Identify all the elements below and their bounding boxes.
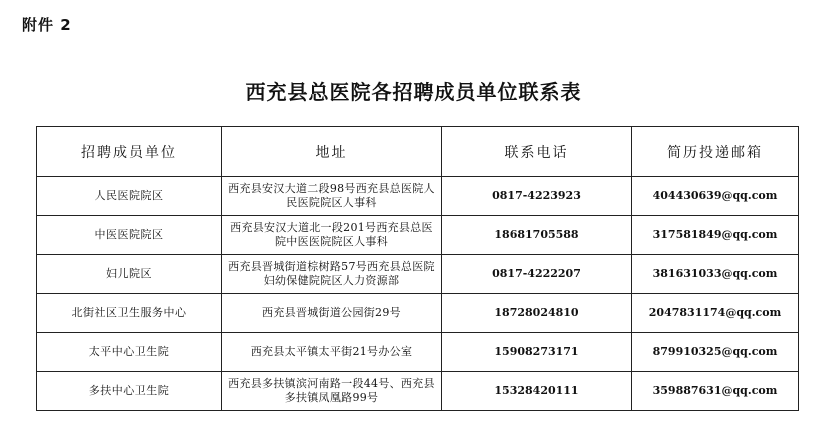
cell-email: 381631033@qq.com (632, 255, 799, 294)
cell-phone: 0817-4223923 (442, 177, 632, 216)
cell-phone: 0817-4222207 (442, 255, 632, 294)
table-header-row (37, 127, 799, 177)
table-row (37, 177, 799, 216)
cell-phone: 15908273171 (442, 333, 632, 372)
cell-unit: 多扶中心卫生院 (37, 372, 222, 411)
table-row (37, 255, 799, 294)
header-address: 地址 (222, 127, 442, 177)
cell-email: 317581849@qq.com (632, 216, 799, 255)
cell-email: 404430639@qq.com (632, 177, 799, 216)
header-email: 简历投递邮箱 (632, 127, 799, 177)
cell-unit: 北街社区卫生服务中心 (37, 294, 222, 333)
cell-address: 西充县晋城街道公园街29号 (222, 294, 442, 333)
contacts-table (36, 126, 799, 411)
cell-address: 西充县安汉大道二段98号西充县总医院人民医院院区人事科 (222, 177, 442, 216)
page-title: 西充县总医院各招聘成员单位联系表 (245, 80, 582, 104)
cell-address: 西充县晋城街道棕树路57号西充县总医院妇幼保健院院区人力资源部 (222, 255, 442, 294)
cell-address: 西充县多扶镇滨河南路一段44号、西充县多扶镇凤凰路99号 (222, 372, 442, 411)
cell-address: 西充县太平镇太平街21号办公室 (222, 333, 442, 372)
cell-unit: 人民医院院区 (37, 177, 222, 216)
cell-address: 西充县安汉大道北一段201号西充县总医院中医医院院区人事科 (222, 216, 442, 255)
header-phone: 联系电话 (442, 127, 632, 177)
cell-email: 879910325@qq.com (632, 333, 799, 372)
attachment-label: 附件 2 (22, 16, 72, 34)
cell-phone: 18728024810 (442, 294, 632, 333)
table-row (37, 216, 799, 255)
header-unit: 招聘成员单位 (37, 127, 222, 177)
cell-unit: 中医医院院区 (37, 216, 222, 255)
cell-phone: 15328420111 (442, 372, 632, 411)
table-row (37, 333, 799, 372)
cell-unit: 太平中心卫生院 (37, 333, 222, 372)
cell-unit: 妇儿院区 (37, 255, 222, 294)
table-row (37, 294, 799, 333)
table-row (37, 372, 799, 411)
cell-phone: 18681705588 (442, 216, 632, 255)
cell-email: 2047831174@qq.com (632, 294, 799, 333)
cell-email: 359887631@qq.com (632, 372, 799, 411)
